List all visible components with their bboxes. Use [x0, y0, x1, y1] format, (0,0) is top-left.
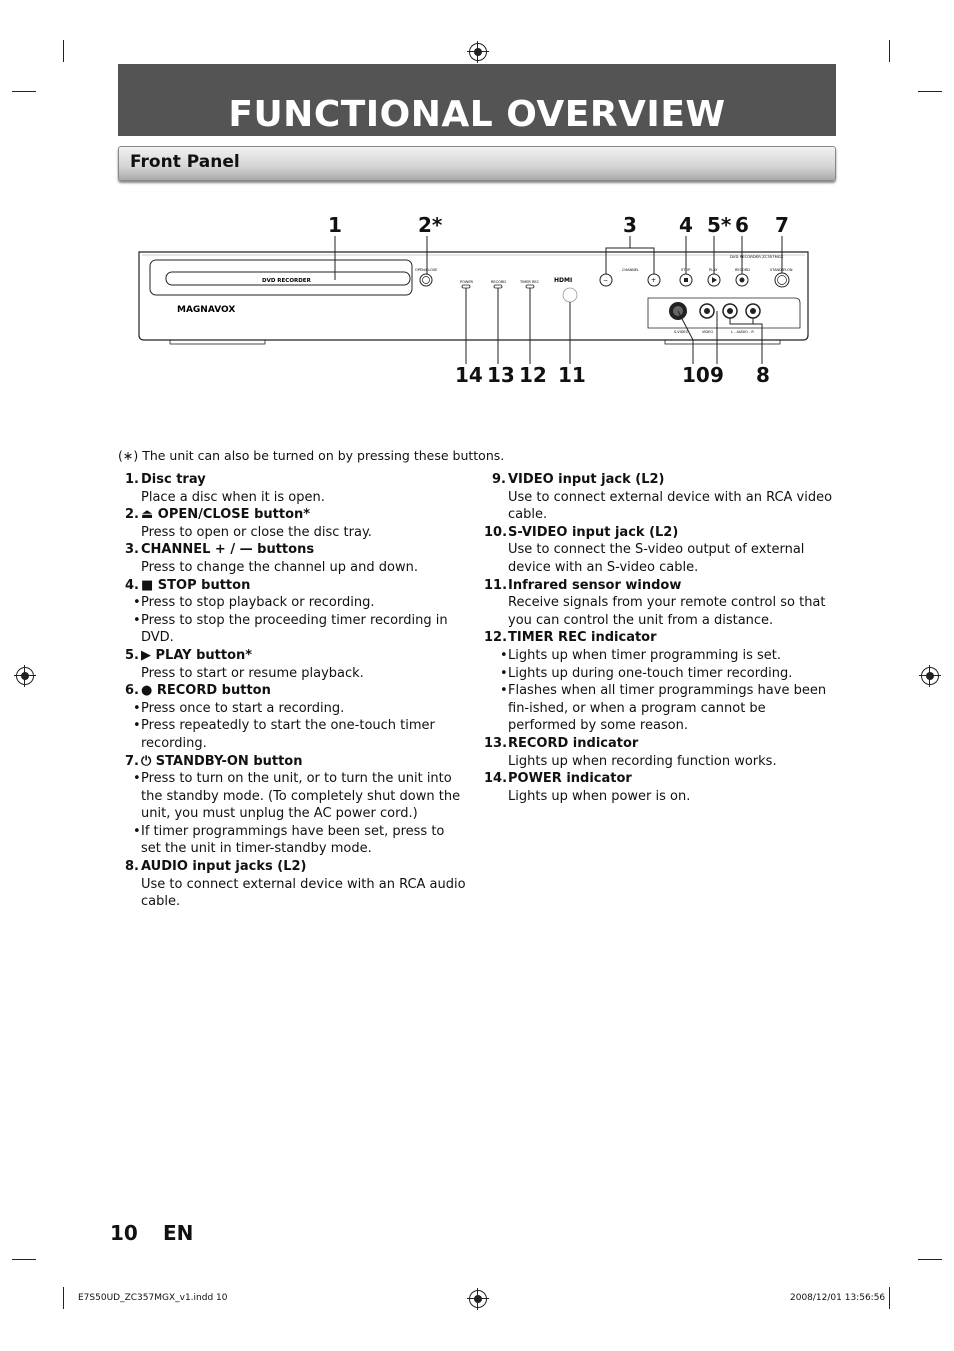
callout-13: 13 [487, 363, 515, 387]
bullet-icon: • [500, 683, 508, 699]
svg-text:HDMI: HDMI [554, 277, 573, 284]
callout-1: 1 [328, 213, 342, 237]
item-list-left [117, 471, 467, 911]
item-bullet [484, 682, 836, 735]
svg-text:RECORD: RECORD [735, 268, 750, 272]
item-number: 2. [125, 507, 139, 523]
svg-text:STANDBY-ON: STANDBY-ON [770, 268, 793, 272]
bullet-icon: • [500, 647, 508, 663]
item-bullet [117, 823, 467, 858]
page-language: EN [163, 1221, 194, 1245]
svg-text:VIDEO: VIDEO [702, 330, 714, 334]
item-heading [484, 577, 836, 595]
registration-mark [469, 1290, 487, 1308]
item-number: 10. [484, 524, 508, 540]
item-title: POWER indicator [508, 771, 632, 787]
item-description: Use to connect external device with an RCA video cable. [508, 489, 833, 523]
svg-text:PLAY: PLAY [709, 268, 718, 272]
callout-2: 2* [418, 213, 443, 237]
bullet-icon: • [133, 718, 141, 734]
bullet-text: Press once to start a recording. [141, 700, 345, 716]
callout-7: 7 [775, 213, 789, 237]
bullet-text: Flashes when all timer programmings have been fin-ished, or when a program cannot be performed by some reason. [508, 683, 827, 734]
registration-mark [16, 667, 34, 685]
item-description: Use to connect the S-video output of external device with an S-video cable. [508, 542, 805, 575]
page-title: FUNCTIONAL OVERVIEW [228, 94, 726, 135]
item-title: ● RECORD button [141, 683, 271, 699]
bullet-text: If timer programmings have been set, press to set the unit in timer-standby mode. [141, 823, 445, 857]
bullet-text: Lights up when timer programming is set. [508, 647, 781, 663]
item-number: 7. [125, 753, 139, 769]
item-heading [117, 647, 467, 665]
item-title: ▶ PLAY button* [141, 647, 253, 663]
callout-9: 9 [710, 363, 724, 387]
crop-mark [889, 1287, 890, 1309]
item-number: 4. [125, 577, 139, 593]
svg-text:OPEN/CLOSE: OPEN/CLOSE [415, 268, 438, 272]
callout-3: 3 [623, 213, 637, 237]
brand-logo: MAGNAVOX [177, 305, 236, 315]
callout-8: 8 [756, 363, 770, 387]
item-title: TIMER REC indicator [508, 630, 657, 646]
bullet-icon: • [133, 771, 141, 787]
item-description: Use to connect external device with an RCA audio cable. [141, 876, 466, 910]
item-title: AUDIO input jacks (L2) [141, 859, 307, 875]
item-title: ⏻ STANDBY-ON button [141, 753, 303, 769]
item-bullet [117, 612, 467, 647]
page-number: 10 [110, 1221, 138, 1245]
svg-text:+: + [651, 277, 657, 284]
callout-6: 6 [735, 213, 749, 237]
item-number: 9. [492, 472, 506, 487]
callout-5: 5* [707, 213, 732, 237]
item-heading [117, 541, 467, 559]
item-number: 11. [484, 577, 508, 593]
item-heading [484, 471, 836, 489]
tray-label: DVD RECORDER [262, 278, 311, 284]
item-bullet [484, 665, 836, 683]
bullet-text: Press to stop the proceeding timer recording in DVD. [141, 612, 448, 646]
bullet-text: Press repeatedly to start the one-touch timer recording. [141, 718, 435, 751]
svg-text:CHANNEL: CHANNEL [622, 268, 639, 272]
item-title: CHANNEL + / — buttons [141, 542, 315, 558]
registration-mark [921, 667, 939, 685]
item-number: 14. [484, 771, 508, 787]
item-description: Press to start or resume playback. [141, 665, 364, 681]
svg-text:STOP: STOP [681, 268, 691, 272]
item-heading [117, 753, 467, 771]
callout-11: 11 [558, 363, 586, 387]
item-number: 6. [125, 683, 139, 699]
item-description: Receive signals from your remote control so that you can control the unit from a distance. [508, 595, 826, 628]
item-heading [117, 682, 467, 700]
item-description: Lights up when power is on. [508, 788, 691, 804]
item-description: Lights up when recording function works. [508, 753, 777, 769]
item-bullet [117, 594, 467, 612]
item-title: S-VIDEO input jack (L2) [508, 524, 679, 540]
footer-file: E7S50UD_ZC357MGX_v1.indd 10 [78, 1293, 228, 1303]
item-number: 1. [125, 472, 139, 487]
svg-text:RECORD: RECORD [491, 280, 506, 284]
item-bullet [117, 717, 467, 752]
crop-mark [918, 1259, 942, 1260]
item-heading [117, 858, 467, 876]
svg-text:DVD RECORDER ZC357MGX: DVD RECORDER ZC357MGX [730, 254, 784, 259]
item-heading [117, 506, 467, 524]
item-title: Infrared sensor window [508, 577, 682, 593]
item-title: ■ STOP button [141, 577, 251, 593]
footnote: (∗) The unit can also be turned on by pressing these buttons. [118, 448, 505, 463]
crop-mark [889, 40, 890, 62]
item-heading [484, 770, 836, 788]
item-title: VIDEO input jack (L2) [508, 472, 665, 487]
bullet-icon: • [500, 665, 508, 681]
item-number: 12. [484, 630, 508, 646]
section-title: Front Panel [130, 152, 240, 172]
svg-text:POWER: POWER [460, 280, 473, 284]
item-heading [117, 577, 467, 595]
crop-mark [918, 91, 942, 92]
crop-mark [63, 1287, 64, 1309]
footer-date: 2008/12/01 13:56:56 [790, 1293, 886, 1303]
bullet-icon: • [133, 700, 141, 716]
bullet-icon: • [133, 612, 141, 628]
item-number: 5. [125, 647, 139, 663]
crop-mark [12, 1259, 36, 1260]
item-title: RECORD indicator [508, 735, 639, 751]
item-heading [484, 629, 836, 647]
svg-text:TIMER REC: TIMER REC [520, 280, 540, 284]
item-description: Press to open or close the disc tray. [141, 524, 372, 540]
callout-12: 12 [519, 363, 547, 387]
callout-4: 4 [679, 213, 693, 237]
bullet-text: Press to turn on the unit, or to turn the unit into the standby mode. (To completely shut down the unit, you must unplug the AC power cord.) [141, 771, 461, 822]
callout-10: 10 [682, 363, 710, 387]
item-title: ⏏ OPEN/CLOSE button* [141, 507, 311, 523]
item-title: Disc tray [141, 472, 206, 487]
item-description: Place a disc when it is open. [141, 489, 325, 505]
registration-mark [469, 43, 487, 61]
svg-text:L - AUDIO - R: L - AUDIO - R [731, 330, 754, 334]
item-number: 8. [125, 859, 139, 875]
svg-text:S-VIDEO: S-VIDEO [674, 330, 689, 334]
bullet-text: Lights up during one-touch timer recording. [508, 665, 793, 681]
bullet-icon: • [133, 595, 141, 611]
callout-14: 14 [455, 363, 483, 387]
item-description: Press to change the channel up and down. [141, 559, 418, 575]
item-bullet [117, 700, 467, 718]
item-bullet [484, 647, 836, 665]
crop-mark [12, 91, 36, 92]
bullet-icon: • [133, 823, 141, 839]
bullet-text: Press to stop playback or recording. [141, 595, 375, 611]
crop-mark [63, 40, 64, 62]
item-bullet [117, 770, 467, 823]
item-heading [484, 524, 836, 542]
item-number: 13. [484, 735, 508, 751]
item-number: 3. [125, 542, 139, 558]
svg-text:−: − [603, 277, 609, 284]
item-list-right [484, 471, 836, 805]
item-heading [484, 735, 836, 753]
item-heading [117, 471, 467, 489]
